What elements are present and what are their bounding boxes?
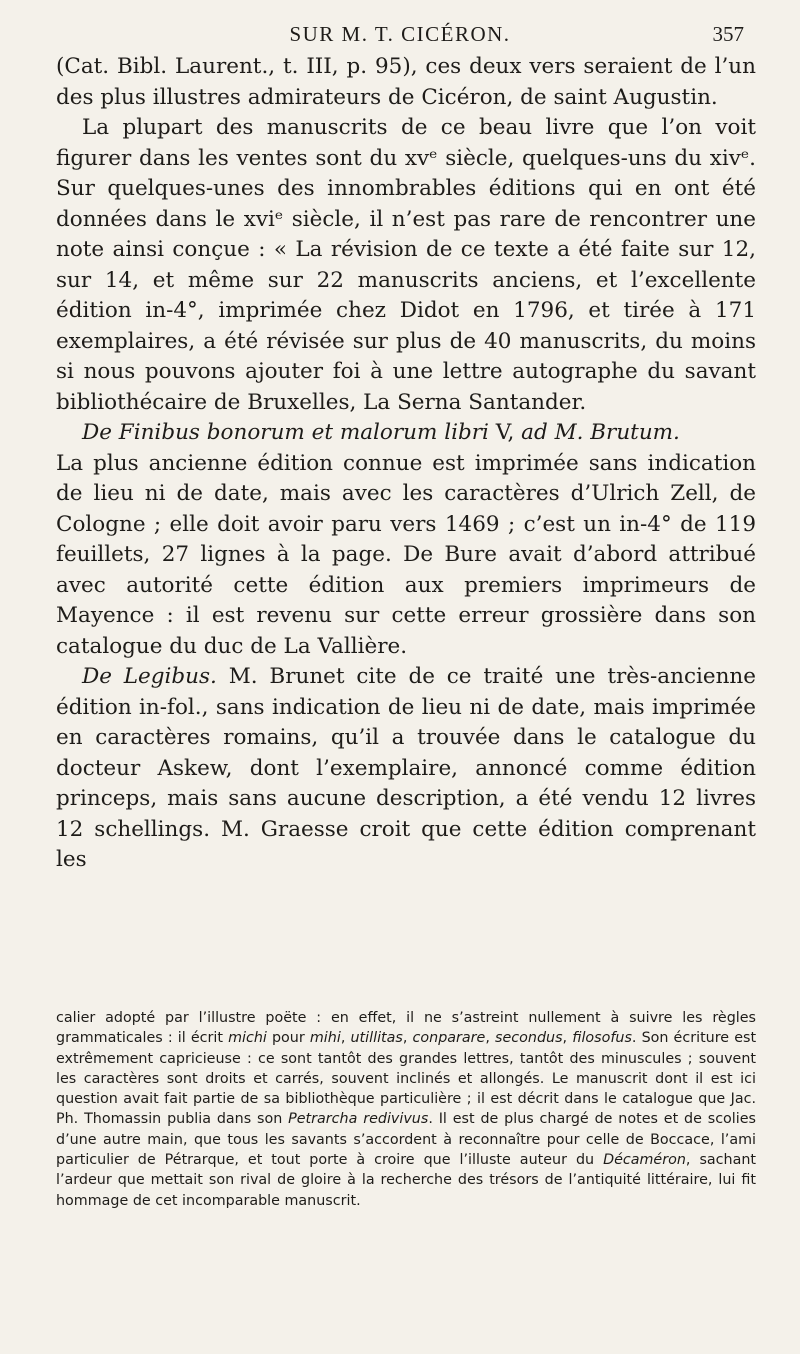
section-dedicatee: ad M. Brutum. (521, 420, 680, 445)
footnote-example: mihi (309, 1030, 341, 1047)
footnote (56, 1008, 756, 1211)
footnote-text (56, 1008, 756, 1211)
section-book-number: V, (488, 420, 522, 445)
footnote-book-title: Décaméron (603, 1152, 686, 1169)
footnote-span: calier adopté par l’illustre poëte : en effet, il ne s’astreint nullement à suivre les règles grammaticales : il écrit (56, 1010, 756, 1047)
footnote-span: . Son écriture est extrêmement capricieuse : ce sont tantôt des grandes lettres, tantôt des minuscules ; souvent les caractères sont droits et carrés, souvent inclinés et allongés. Le manuscrit dont il est ici question avait fait partie de sa bibliothèque particulière ; il est décrit dans le catalogue que Jac. Ph. Thomassin publia dans son (56, 1030, 757, 1128)
footnote-span: , (562, 1030, 573, 1047)
footnote-span: . Il est de plus chargé de notes et de scolies d’une autre main, que tous les savants s’accordent à reconnaître pour celle de Boccace, l’ami particulier de Pétrarque, et tout porte à croire que l’illuste auteur du (56, 1111, 756, 1169)
section-title-de-legibus: De Legibus. (82, 664, 217, 689)
footnote-book-title: Petrarcha redivivus (288, 1111, 429, 1128)
footnote-span: pour (266, 1030, 310, 1047)
footnote-span: , sachant l’ardeur que mettait son rival de gloire à la recherche des trésors de l’antiquité littéraire, lui fit hommage de cet incomparable manuscrit. (56, 1152, 757, 1209)
running-head (0, 22, 800, 52)
footnote-example: michi (228, 1030, 267, 1047)
footnote-example: utillitas (350, 1030, 403, 1047)
section-title-de-finibus: De Finibus bonorum et malorum libri (82, 420, 489, 445)
footnote-example: secondus (495, 1030, 563, 1047)
paragraph-de-legibus (56, 662, 756, 876)
running-title: SUR M. T. CICÉRON. (289, 22, 511, 46)
footnote-example: conparare (412, 1030, 486, 1047)
paragraph-de-legibus-text: M. Brunet cite de ce traité une très-ancienne édition in-fol., sans indication de lieu ni de date, mais imprimée en caractères romains, qu’il a trouvée dans le catalogue du docteur Askew, dont l’exemplaire, annoncé comme édition princeps, mais sans aucune description, a été vendu 12 livres 12 schellings. M. Graesse croit que cette édition comprenant les (56, 664, 756, 872)
main-text (56, 52, 756, 876)
footnote-span: , (402, 1030, 413, 1047)
page-number: 357 (712, 22, 744, 46)
footnote-example: filosofus (572, 1030, 632, 1047)
paragraph-manuscripts: La plupart des manuscrits de ce beau livre que l’on voit figurer dans les ventes sont du xvᵉ siècle, quelques-uns du xivᵉ. Sur quelques-unes des innombrables éditions qui en ont été données dans le xviᵉ siècle, il n’est pas rare de rencontrer une note ainsi conçue : « La révision de ce texte a été faite sur 12, sur 14, et même sur 22 manuscrits anciens, et l’excellente édition in-4°, imprimée chez Didot en 1796, et tirée à 171 exemplaires, a été révisée sur plus de 40 manuscrits, du moins si nous pouvons ajouter foi à une lettre autographe du savant bibliothécaire de Bruxelles, La Serna Santander. (56, 115, 756, 415)
footnote-span: , (340, 1030, 351, 1047)
section-de-finibus (56, 418, 756, 449)
paragraph-first-edition: La plus ancienne édition connue est imprimée sans indication de lieu ni de date, mais avec les caractères d’Ulrich Zell, de Cologne ; elle doit avoir paru vers 1469 ; c’est un in-4° de 119 feuillets, 27 lignes à la page. De Bure avait d’abord attribué avec autorité cette édition aux premiers imprimeurs de Mayence : il est revenu sur cette erreur grossière dans son catalogue du duc de La Vallière. (56, 450, 756, 659)
footnote-span: , (485, 1030, 496, 1047)
paragraph-continuation: (Cat. Bibl. Laurent., t. III, p. 95), ces deux vers seraient de l’un des plus illustres admirateurs de Cicéron, de saint Augustin. (56, 54, 756, 110)
